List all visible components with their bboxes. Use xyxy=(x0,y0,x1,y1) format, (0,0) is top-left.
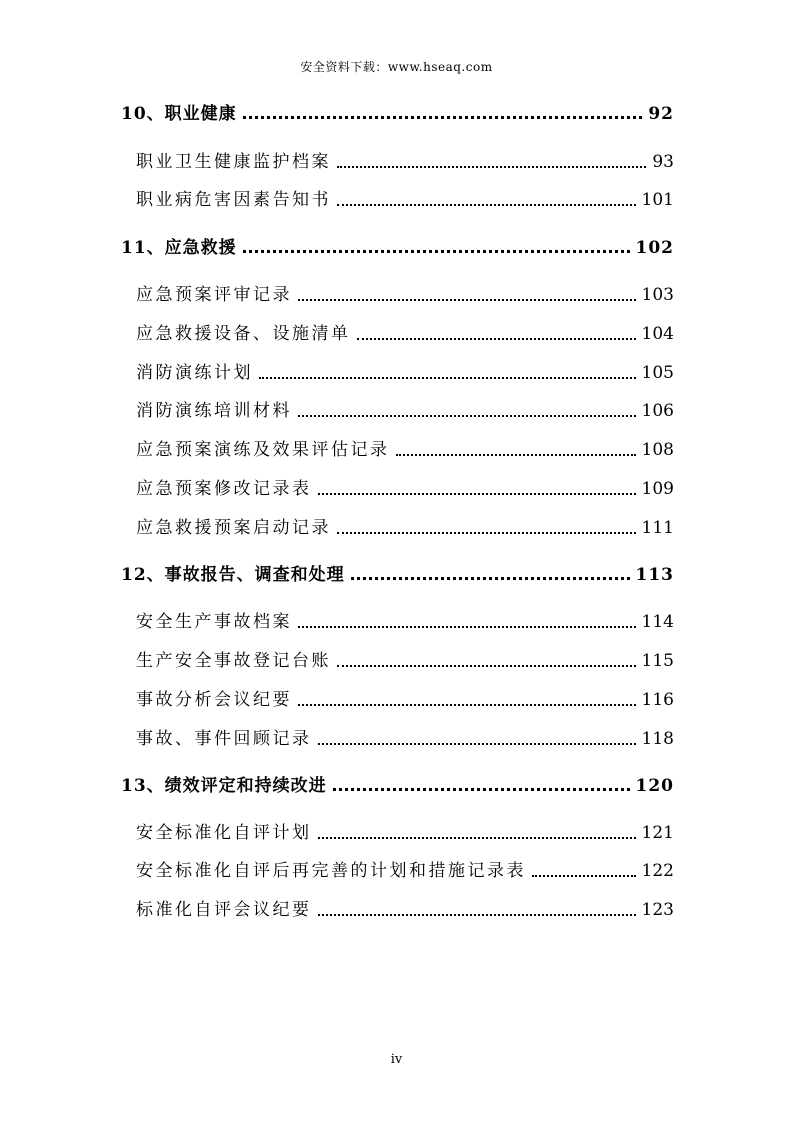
dot-leader xyxy=(337,531,636,534)
toc-section-heading[interactable] xyxy=(0,766,674,796)
toc-entry-title: 安全标准化自评计划 xyxy=(136,823,312,843)
toc-entry-title: 事故、事件回顾记录 xyxy=(136,729,312,749)
toc-section-heading[interactable] xyxy=(0,555,674,585)
toc-entry[interactable] xyxy=(0,180,674,210)
toc-entry[interactable] xyxy=(0,469,674,499)
dot-leader xyxy=(298,625,636,628)
toc-entry-page: 121 xyxy=(641,823,674,843)
dot-leader xyxy=(357,337,636,340)
toc-entry-page: 103 xyxy=(641,285,674,305)
toc-entry-title: 标准化自评会议纪要 xyxy=(136,900,312,920)
toc-entry-page: 116 xyxy=(641,690,674,710)
toc-entry-title: 11、应急救援 xyxy=(121,238,237,258)
dot-leader xyxy=(337,165,646,168)
toc-entry[interactable] xyxy=(0,508,674,538)
toc-entry-title: 安全标准化自评后再完善的计划和措施记录表 xyxy=(136,861,526,881)
toc-entry-title: 消防演练培训材料 xyxy=(136,401,292,421)
toc-entry[interactable] xyxy=(0,851,674,881)
dot-leader xyxy=(337,664,636,667)
dot-leader xyxy=(351,576,630,580)
toc-entry-title: 生产安全事故登记台账 xyxy=(136,651,331,671)
dot-leader xyxy=(318,836,636,839)
toc-entry[interactable] xyxy=(0,813,674,843)
toc-entry-page: 106 xyxy=(641,401,674,421)
toc-entry[interactable] xyxy=(0,275,674,305)
toc-entry-title: 应急救援预案启动记录 xyxy=(136,518,331,538)
toc-entry-title: 应急救援设备、设施清单 xyxy=(136,324,351,344)
toc-entry-page: 115 xyxy=(641,651,674,671)
toc-entry[interactable] xyxy=(0,430,674,460)
page-header: 安全资料下载：www.hseaq.com xyxy=(300,60,493,74)
toc-entry-page: 113 xyxy=(635,565,674,585)
toc-entry-title: 职业病危害因素告知书 xyxy=(136,190,331,210)
toc-entry-page: 92 xyxy=(648,104,674,124)
dot-leader xyxy=(396,453,636,456)
toc-entry-page: 120 xyxy=(635,776,674,796)
toc-entry-title: 12、事故报告、调查和处理 xyxy=(121,565,345,585)
toc-entry-title: 应急预案修改记录表 xyxy=(136,479,312,499)
toc-entry-page: 104 xyxy=(641,324,674,344)
page-number: iv xyxy=(390,1052,403,1067)
toc-entry[interactable] xyxy=(0,641,674,671)
dot-leader xyxy=(318,742,636,745)
toc-entry[interactable] xyxy=(0,602,674,632)
toc-entry-title: 安全生产事故档案 xyxy=(136,612,292,632)
toc-entry-title: 职业卫生健康监护档案 xyxy=(136,152,331,172)
toc-entry-page: 122 xyxy=(641,861,674,881)
toc-entry[interactable] xyxy=(0,890,674,920)
toc-entry[interactable] xyxy=(0,353,674,383)
toc-entry-title: 应急预案演练及效果评估记录 xyxy=(136,440,390,460)
dot-leader xyxy=(318,913,636,916)
toc-entry-page: 123 xyxy=(641,900,674,920)
toc-entry-page: 93 xyxy=(652,152,674,172)
toc-entry-title: 消防演练计划 xyxy=(136,363,253,383)
dot-leader xyxy=(318,492,636,495)
dot-leader xyxy=(243,115,643,119)
toc-entry-page: 108 xyxy=(641,440,674,460)
toc-section-heading[interactable] xyxy=(0,94,674,124)
toc-entry-page: 105 xyxy=(641,363,674,383)
dot-leader xyxy=(333,787,630,791)
toc-entry-title: 事故分析会议纪要 xyxy=(136,690,292,710)
toc-entry-page: 101 xyxy=(641,190,674,210)
dot-leader xyxy=(532,874,636,877)
toc-section-heading[interactable] xyxy=(0,228,674,258)
toc-entry[interactable] xyxy=(0,142,674,172)
toc-entry[interactable] xyxy=(0,719,674,749)
dot-leader xyxy=(298,414,636,417)
dot-leader xyxy=(337,203,636,206)
toc-entry-title: 13、绩效评定和持续改进 xyxy=(121,776,327,796)
toc-entry-title: 应急预案评审记录 xyxy=(136,285,292,305)
toc-entry-title: 10、职业健康 xyxy=(121,104,237,124)
toc-entry[interactable] xyxy=(0,680,674,710)
toc-entry-page: 118 xyxy=(641,729,674,749)
dot-leader xyxy=(298,298,636,301)
dot-leader xyxy=(298,703,636,706)
toc-entry-page: 114 xyxy=(641,612,674,632)
dot-leader xyxy=(243,249,630,253)
toc-entry-page: 111 xyxy=(641,518,674,538)
toc-entry-page: 102 xyxy=(635,238,674,258)
toc-entry[interactable] xyxy=(0,391,674,421)
toc-entry-page: 109 xyxy=(641,479,674,499)
toc-entry[interactable] xyxy=(0,314,674,344)
dot-leader xyxy=(259,376,636,379)
